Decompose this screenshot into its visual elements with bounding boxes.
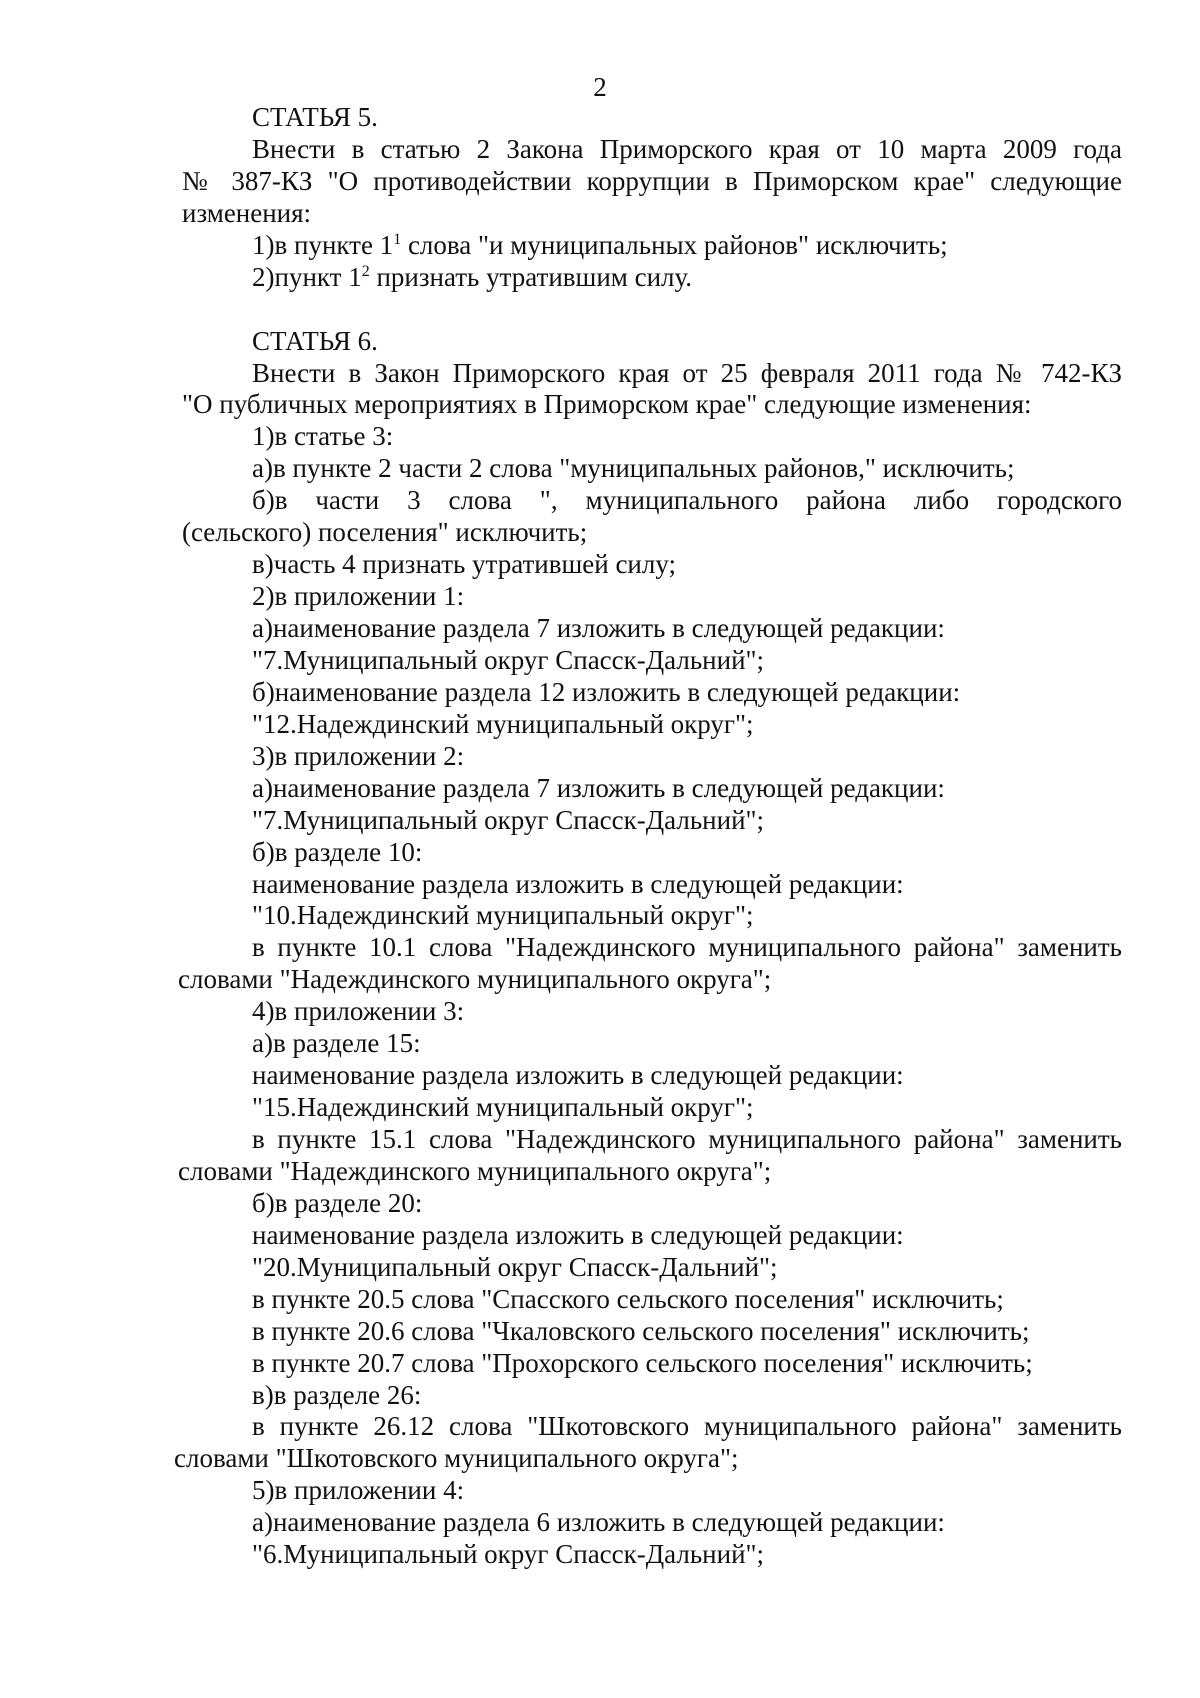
article-6-line: в пункте 10.1 слова "Надеждинского муниципального района" заменить (252, 932, 1122, 963)
article-5-intro-line-2: № 387-КЗ "О противодействии коррупции в Приморском крае" следующие (182, 165, 1122, 196)
item-1-text-end: слова "и муниципальных районов" исключить; (401, 229, 948, 260)
article-6-line: в)часть 4 признать утратившей силу; (252, 549, 676, 580)
article-6-line: "12.Надеждинский муниципальный округ"; (252, 708, 754, 739)
article-5-intro-line-1: Внести в статью 2 Закона Приморского края от 10 марта 2009 года (252, 133, 1122, 164)
article-6-line: б)в части 3 слова ", муниципального района либо городского (252, 485, 1122, 516)
article-6-line: б)в разделе 10: (252, 836, 423, 867)
article-6-body (174, 357, 1122, 1572)
article-6-line: "6.Муниципальный округ Спасск-Дальний"; (252, 1539, 765, 1570)
article-5-intro-line-3: изменения: (182, 197, 312, 228)
page-number: 2 (593, 72, 607, 102)
article-6-line: 5)в приложении 4: (252, 1475, 465, 1506)
article-5-heading: СТАТЬЯ 5. (252, 102, 378, 132)
article-6-line: (сельского) поселения" исключить; (182, 517, 588, 548)
item-1-text-start: 1)в пункте 1 (252, 229, 394, 260)
article-6-line: 4)в приложении 3: (252, 996, 465, 1027)
article-6-line: "20.Муниципальный округ Спасск-Дальний"; (252, 1251, 778, 1282)
article-6-line: 1)в статье 3: (252, 421, 394, 452)
article-6-line: словами "Надеждинского муниципального округа"; (178, 964, 772, 995)
article-6-line: словами "Шкотовского муниципального округа"; (174, 1443, 739, 1474)
article-6-line: "10.Надеждинский муниципальный округ"; (252, 900, 754, 931)
article-6-line: наименование раздела изложить в следующей редакции: (252, 868, 904, 899)
article-5-item-1 (182, 230, 1122, 262)
article-6-line: а)в пункте 2 части 2 слова "муниципальных районов," исключить; (252, 453, 1015, 484)
item-2-superscript: 2 (361, 262, 370, 280)
article-6-line: в пункте 26.12 слова "Шкотовского муниципального района" заменить (252, 1411, 1122, 1442)
article-6-line: в пункте 15.1 слова "Надеждинского муниципального района" заменить (252, 1124, 1122, 1154)
article-6-heading: СТАТЬЯ 6. (252, 325, 378, 356)
article-6-line: в пункте 20.5 слова "Спасского сельского поселения" исключить; (252, 1283, 1004, 1314)
article-6-line: а)наименование раздела 7 изложить в следующей редакции: (252, 772, 945, 803)
document-body (174, 102, 1122, 1571)
article-6-line: б)наименование раздела 12 изложить в следующей редакции: (252, 676, 961, 707)
section-gap (182, 294, 1122, 326)
article-6-line: а)в разделе 15: (252, 1028, 421, 1059)
article-6-line: в пункте 20.6 слова "Чкаловского сельского поселения" исключить; (252, 1315, 1030, 1346)
article-6-line: 2)в приложении 1: (252, 581, 465, 612)
article-6-line: Внести в Закон Приморского края от 25 февраля 2011 года № 742-КЗ (252, 357, 1122, 388)
article-6-line: б)в разделе 20: (252, 1187, 423, 1218)
article-6-line: в)в разделе 26: (252, 1379, 422, 1410)
article-6-line: наименование раздела изложить в следующей редакции: (252, 1060, 904, 1091)
article-6-line: а)наименование раздела 7 изложить в следующей редакции: (252, 613, 945, 643)
article-6-line: "О публичных мероприятиях в Приморском крае" следующие изменения: (182, 389, 1032, 420)
item-2-text-end: признать утратившим силу. (369, 261, 693, 292)
article-6-line: в пункте 20.7 слова "Прохорского сельского поселения" исключить; (252, 1347, 1033, 1378)
article-6-line: "15.Надеждинский муниципальный округ"; (252, 1092, 754, 1123)
article-6-line: "7.Муниципальный округ Спасск-Дальний"; (252, 644, 765, 675)
item-2-text-start: 2)пункт 1 (252, 261, 362, 292)
article-6-line: "7.Муниципальный округ Спасск-Дальний"; (252, 804, 765, 835)
article-6-line: а)наименование раздела 6 изложить в следующей редакции: (252, 1507, 945, 1538)
item-1-superscript: 1 (393, 230, 402, 248)
article-6-line: 3)в приложении 2: (252, 740, 465, 771)
article-6-line: наименование раздела изложить в следующей редакции: (252, 1219, 904, 1250)
article-5-item-2 (182, 262, 1122, 294)
article-6-line: словами "Надеждинского муниципального округа"; (178, 1155, 772, 1186)
